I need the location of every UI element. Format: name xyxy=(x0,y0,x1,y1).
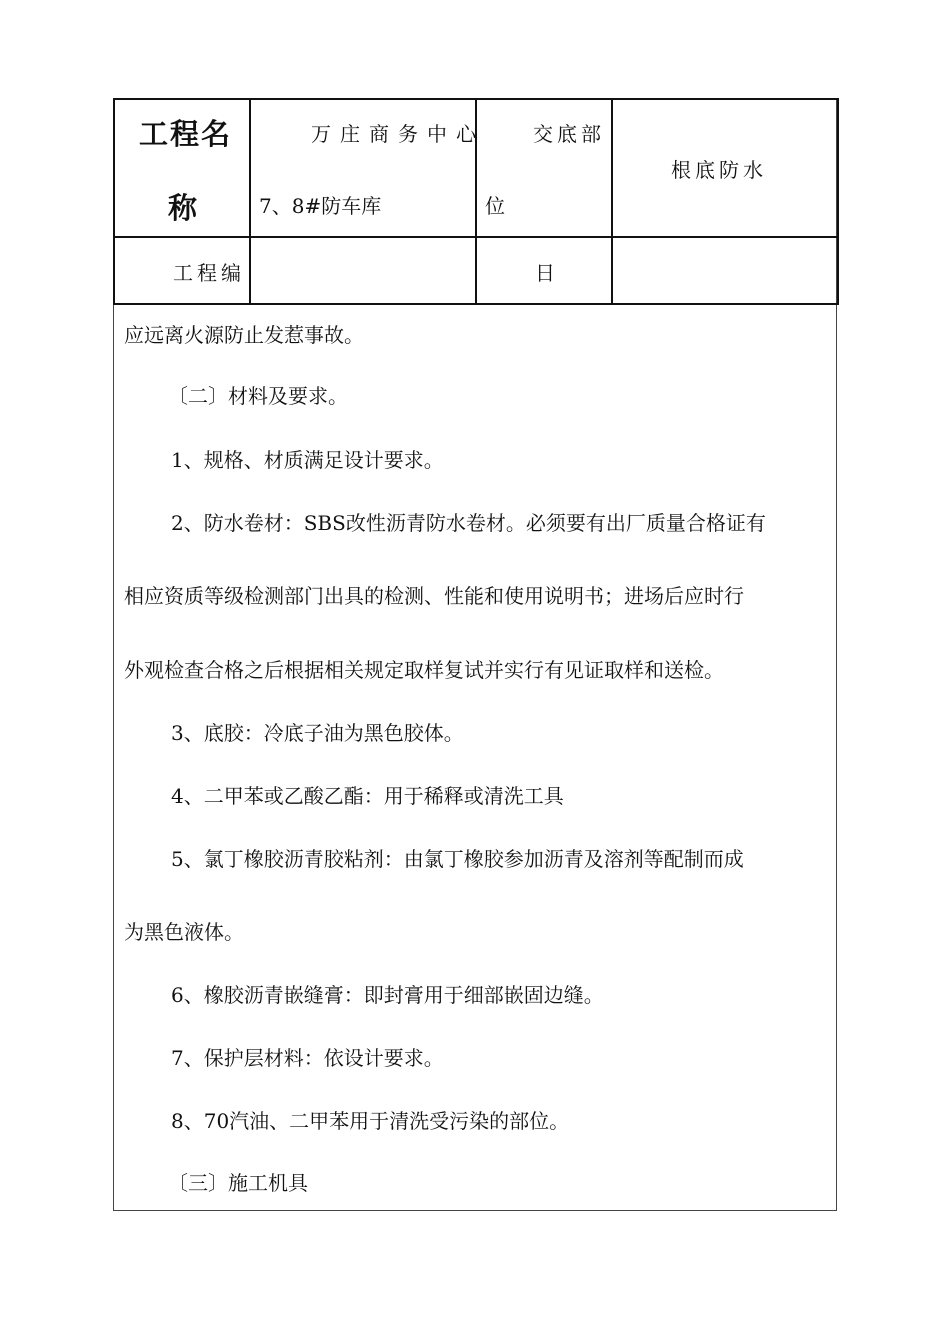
content-line-02: 〔二〕材料及要求。 xyxy=(168,384,348,408)
content-line-12: 7、保护层材料：依设计要求。 xyxy=(171,1046,444,1070)
content-line-01: 应远离火源防止发惹事故。 xyxy=(124,323,364,347)
content-line-14: 〔三〕施工机具 xyxy=(168,1171,308,1195)
project-name-value-line1: 万庄商务中心 xyxy=(311,122,485,146)
content-line-06: 外观检查合格之后根据相关规定取样复试并实行有见证取样和送检。 xyxy=(124,658,724,682)
content-line-09: 5、氯丁橡胶沥青胶粘剂：由氯丁橡胶参加沥青及溶剂等配制而成 xyxy=(171,847,744,871)
content-line-10: 为黑色液体。 xyxy=(124,920,244,944)
content-line-08: 4、二甲苯或乙酸乙酯：用于稀释或清洗工具 xyxy=(171,784,564,808)
content-line-03: 1、规格、材质满足设计要求。 xyxy=(171,448,444,472)
project-name-label-line2: 称 xyxy=(168,191,200,225)
content-line-04: 2、防水卷材：SBS改性沥青防水卷材。必须要有出厂质量合格证有 xyxy=(171,511,766,535)
disclosure-part-value: 根底防水 xyxy=(671,158,767,182)
content-line-13: 8、70汽油、二甲苯用于清洗受污染的部位。 xyxy=(171,1109,570,1133)
project-name-label-line1: 工程名 xyxy=(139,117,233,151)
date-label: 日 xyxy=(535,261,555,285)
content-line-07: 3、底胶：冷底子油为黑色胶体。 xyxy=(171,721,464,745)
project-name-value-line2: 7、8#防车库 xyxy=(259,194,382,218)
disclosure-part-label-line2: 位 xyxy=(485,194,505,218)
content-line-05: 相应资质等级检测部门出具的检测、性能和使用说明书；进场后应时行 xyxy=(124,584,744,608)
content-line-11: 6、橡胶沥青嵌缝膏：即封膏用于细部嵌固边缝。 xyxy=(171,983,604,1007)
disclosure-part-label-line1: 交底部 xyxy=(533,122,605,146)
project-number-label: 工程编 xyxy=(173,261,245,285)
